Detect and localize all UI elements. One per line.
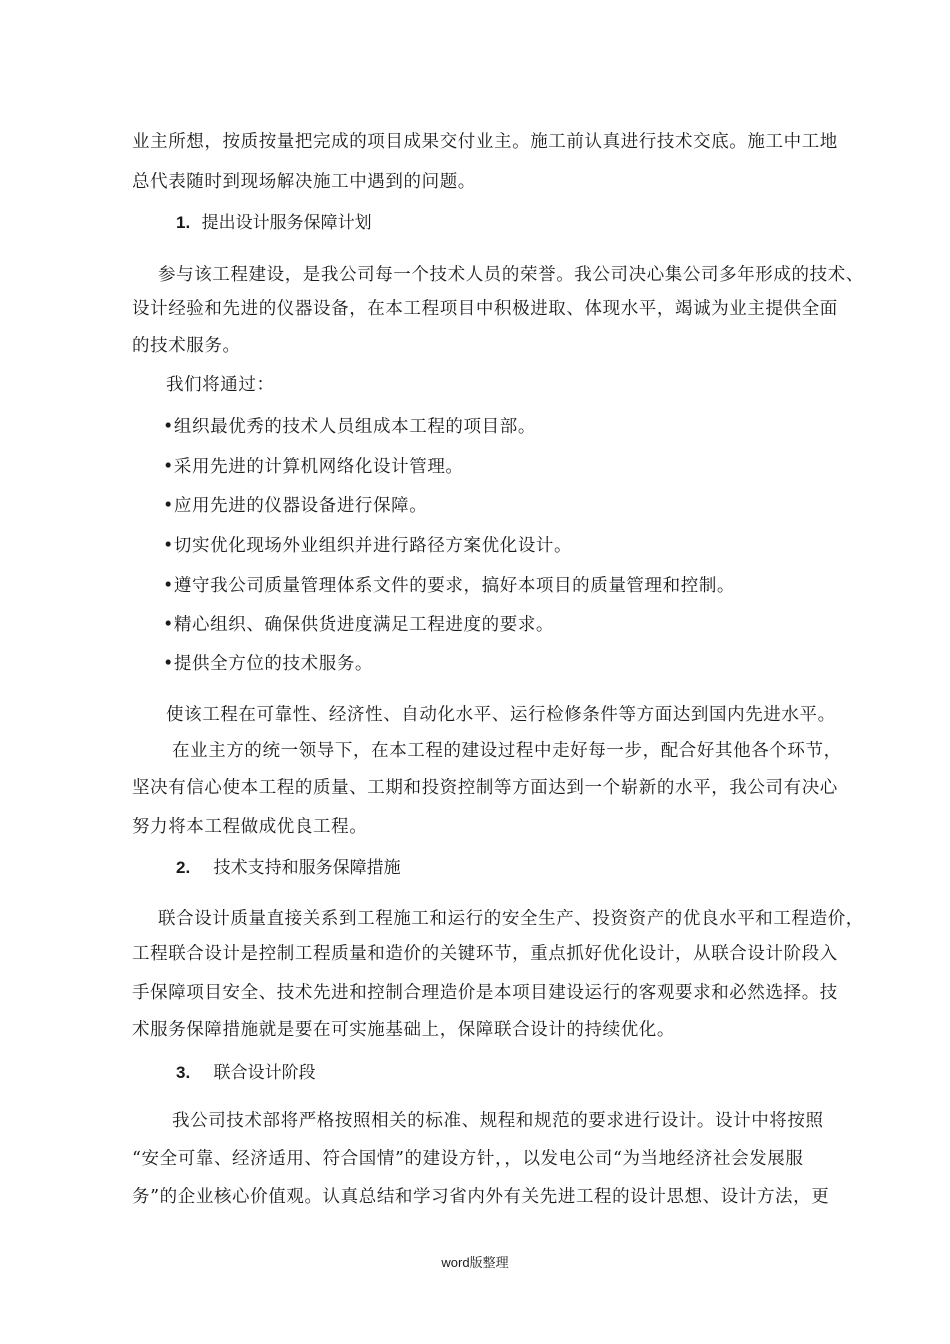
text-line: 设计经验和先进的仪器设备，在本工程项目中积极进取、体现水平，竭诚为业主提供全面 bbox=[132, 299, 838, 319]
section-2-heading bbox=[176, 856, 401, 880]
list-item: •组织最优秀的技术人员组成本工程的项目部。 bbox=[163, 417, 536, 437]
footer-label: 版整理 bbox=[469, 1256, 509, 1271]
list-item: •提供全方位的技术服务。 bbox=[163, 654, 374, 674]
list-item: •遵守我公司质量管理体系文件的要求，搞好本项目的质量管理和控制。 bbox=[163, 576, 736, 596]
text-line: 参与该工程建设，是我公司每一个技术人员的荣誉。我公司决心集公司多年形成的技术、 bbox=[158, 265, 864, 285]
section-number: 3. bbox=[176, 1063, 191, 1082]
text-line: 工程联合设计是控制工程质量和造价的关键环节，重点抓好优化设计，从联合设计阶段入 bbox=[132, 944, 838, 964]
lead-in-text: 我们将通过： bbox=[166, 375, 275, 395]
list-item: •应用先进的仪器设备进行保障。 bbox=[163, 496, 428, 516]
text-line: 术服务保障措施就是要在可实施基础上，保障联合设计的持续优化。 bbox=[132, 1020, 675, 1040]
section-number: 1. bbox=[176, 213, 191, 232]
text-line: 努力将本工程做成优良工程。 bbox=[132, 817, 368, 837]
text-line: 业主所想，按质按量把完成的项目成果交付业主。施工前认真进行技术交底。施工中工地 bbox=[132, 132, 838, 152]
text-line: 我公司技术部将严格按照相关的标准、规程和规范的要求进行设计。设计中将按照 bbox=[172, 1111, 824, 1131]
section-1-heading bbox=[176, 211, 372, 235]
text-line: 总代表随时到现场解决施工中遇到的问题。 bbox=[132, 172, 476, 192]
section-title: 联合设计阶段 bbox=[213, 1063, 316, 1083]
text-line: 联合设计质量直接关系到工程施工和运行的安全生产、投资资产的优良水平和工程造价， bbox=[158, 909, 864, 929]
section-number: 2. bbox=[176, 858, 191, 877]
text-line: 的技术服务。 bbox=[132, 336, 241, 356]
text-line: 务”的企业核心价值观。认真总结和学习省内外有关先进工程的设计思想、设计方法，更 bbox=[132, 1187, 830, 1207]
list-item: •采用先进的计算机网络化设计管理。 bbox=[163, 457, 464, 477]
section-title: 提出设计服务保障计划 bbox=[201, 213, 372, 233]
text-line: 坚决有信心使本工程的质量、工期和投资控制等方面达到一个崭新的水平，我公司有决心 bbox=[132, 778, 838, 798]
list-item: •精心组织、确保供货进度满足工程进度的要求。 bbox=[163, 615, 555, 635]
text-line: 在业主方的统一领导下，在本工程的建设过程中走好每一步，配合好其他各个环节， bbox=[172, 741, 842, 761]
footer-word: word bbox=[441, 1255, 470, 1270]
conclusion-text: 使该工程在可靠性、经济性、自动化水平、运行检修条件等方面达到国内先进水平。 bbox=[166, 705, 836, 725]
text-line: “安全可靠、经济适用、符合国情”的建设方针，，以发电公司“为当地经济社会发展服 bbox=[132, 1149, 804, 1169]
text-line: 手保障项目安全、技术先进和控制合理造价是本项目建设运行的客观要求和必然选择。技 bbox=[132, 983, 838, 1003]
list-item: •切实优化现场外业组织并进行路径方案优化设计。 bbox=[163, 536, 573, 556]
section-3-heading bbox=[176, 1061, 316, 1085]
section-title: 技术支持和服务保障措施 bbox=[213, 858, 401, 878]
page-footer bbox=[0, 1254, 950, 1273]
